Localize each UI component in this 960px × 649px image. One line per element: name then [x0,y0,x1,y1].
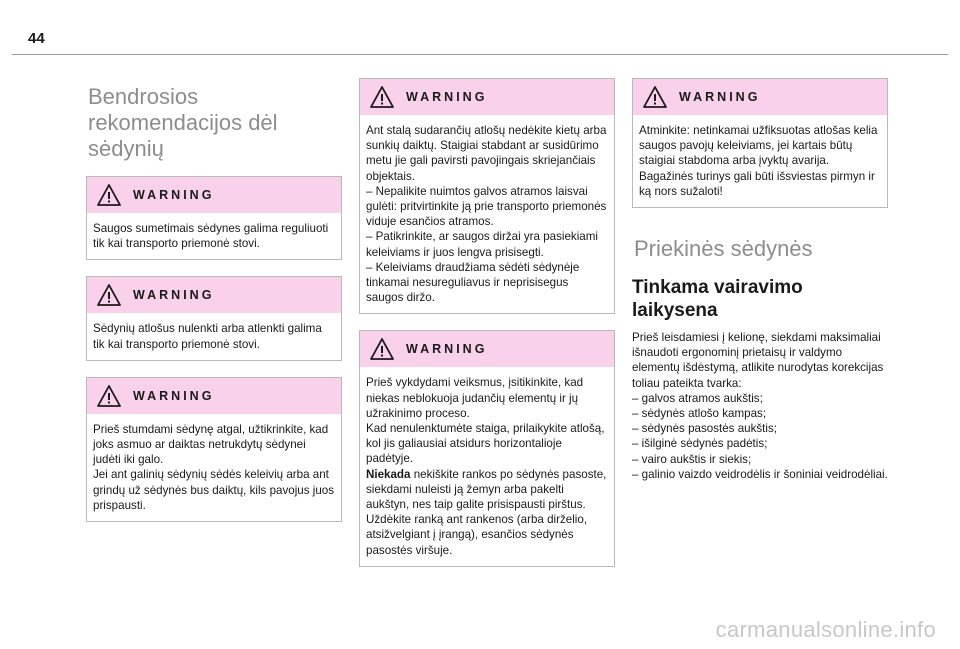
warning-title: WARNING [679,90,761,104]
warning-box [359,330,615,566]
watermark: carmanualsonline.info [715,617,936,642]
list-item: – galvos atramos aukštis; [632,391,763,405]
warning-line: – Keleiviams draudžiama sėdėti sėdynėje tinkamai nesureguliavus ir neprisisegus saugos diržo. [366,260,580,305]
warning-triangle-icon [370,86,394,108]
body-text [632,330,888,482]
warning-line: Sėdynių atlošus nulenkti arba atlenkti galima tik kai transporto priemonė stovi. [93,322,322,351]
warning-line: – Patikrinkite, ar saugos diržai yra pasiekiami keleiviams ir juos lengva prisisegti. [366,230,598,259]
intro-paragraph: Prieš leisdamiesi į kelionę, siekdami maksimaliai išnaudoti ergonominį prietaisų ir valdymo elementų išdėstymą, atlikite nurodytas korekcijas toliau pateikta tvarka: [632,331,884,390]
warning-line: Kad nenulenktumėte staiga, prilaikykite atlošą, kol jis galiausiai atsidurs horizontalioje padėtyje. [366,422,605,466]
warning-box [86,377,342,522]
middle-column [359,78,615,583]
warning-line: – Nepalikite nuimtos galvos atramos laisvai gulėti: pritvirtinkite ją prie transporto priemonės viduje esančios atramos. [366,184,607,229]
warning-box [632,78,888,208]
warning-title: WARNING [406,342,488,357]
warning-line-rest: nekiškite rankos po sėdynės pasoste, siekdami nuleisti ją žemyn arba pakelti aukštyn, nes taip galite prisispausti pirštus. Uždėkite ranką ant rankenos (arba dirželio, atsižvelgiant į įrangą), esančios sėdynės pasostės viršuje. [366,467,607,557]
list-item: – išilginė sėdynės padėtis; [632,437,768,451]
warning-line: Prieš vykdydami veiksmus, įsitikinkite, kad niekas neblokuoja judančių elementų ir jų užrakinimo proceso. [366,376,584,420]
warning-header [87,177,341,213]
warning-text [360,367,614,565]
warning-title: WARNING [133,388,215,403]
warning-box [359,78,615,314]
warning-box [86,276,342,360]
warning-line: Prieš stumdami sėdynę atgal, užtikrinkite, kad joks asmuo ar daiktas netrukdytų sėdynei judėti iki galo. [93,422,329,467]
warning-line: Ant stalą sudarančių atlošų nedėkite kietų arba sunkių daiktų. Staigiai stabdant ar susidūrimo metu jie gali pavirsti pavojingais skriejančiais objektais. [366,124,607,183]
warning-title: WARNING [133,188,215,202]
warning-triangle-icon [370,338,394,360]
warning-triangle-icon [643,86,667,108]
warning-box [86,176,342,260]
warning-text [360,115,614,313]
warning-text [87,414,341,521]
warning-header [633,79,887,115]
warning-title: WARNING [133,288,215,303]
warning-triangle-icon [97,385,121,407]
warning-line: Jei ant galinių sėdynių sėdės keleivių arba ant grindų už sėdynės bus daiktų, kils pavojus juos prispausti. [93,468,335,512]
list-item: – sėdynės pasostės aukštis; [632,422,778,436]
warning-text [633,115,887,207]
warning-text [87,313,341,359]
section-title-general: Bendrosios rekomendacijos dėl sėdynių [88,84,278,161]
top-divider [12,54,948,55]
left-column [86,78,342,538]
warning-line [366,467,608,558]
warning-bold-word: Niekada [366,467,411,481]
subheading-driving-position: Tinkama vairavimo laikysena [632,277,803,322]
warning-text [87,213,341,259]
warning-line: Saugos sumetimais sėdynes galima reguliuoti tik kai transporto priemonė stovi. [93,222,329,251]
page-number: 44 [28,30,45,47]
list-item: – sėdynės atlošo kampas; [632,407,767,421]
right-column [632,78,888,482]
list-item: – vairo aukštis ir siekis; [632,452,752,466]
warning-header [360,331,614,367]
warning-title: WARNING [406,90,488,104]
warning-triangle-icon [97,284,121,306]
warning-line: Atminkite: netinkamai užfiksuotas atlošas kelia saugos pavojų keleiviams, jei kartais būtų staigiai stabdoma arba įvyktų avarija. Bagažinės turinys gali būti išsviestas pirmyn ir ką nors sužaloti! [639,124,878,198]
warning-triangle-icon [97,184,121,206]
warning-header [87,277,341,313]
warning-header [360,79,614,115]
list-item: – galinio vaizdo veidrodėlis ir šoniniai veidrodėliai. [632,467,888,481]
warning-header [87,378,341,414]
section-title-front-seats: Priekinės sėdynės [634,236,813,262]
